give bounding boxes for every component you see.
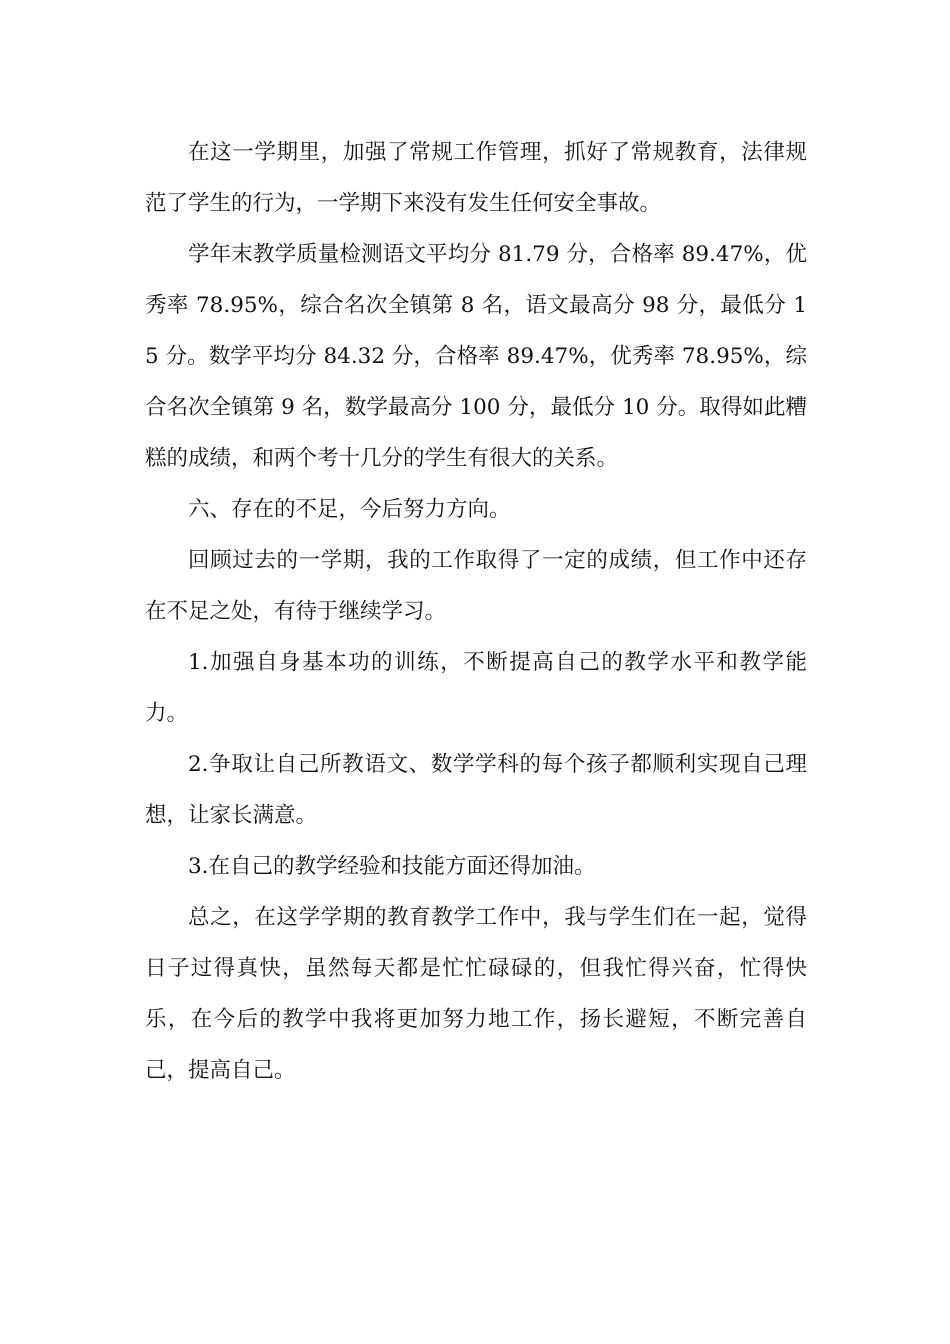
list-item-3: 3.在自己的教学经验和技能方面还得加油。 bbox=[188, 854, 596, 879]
paragraph-exam-results: 学年末教学质量检测语文平均分 81.79 分，合格率 89.47%，优秀率 78.95%，综合名次全镇第 8 名，语文最高分 98 分，最低分 15 分。数学平均分 84.32 分，合格率 89.47%，优秀率 78.95%，综合名次全镇第 9 名，数学最高分 100 分，最低分 10 分。取得如此糟糕的成绩，和两个考十几分的学生有很大的关系。 bbox=[145, 242, 807, 471]
paragraph-conclusion: 总之，在这学学期的教育教学工作中，我与学生们在一起，觉得日子过得真快，虽然每天都是忙忙碌碌的，但我忙得兴奋，忙得快乐，在今后的教学中我将更加努力地工作，扬长避短，不断完善自己，提高自己。 bbox=[145, 905, 807, 1083]
list-item-1: 1.加强自身基本功的训练，不断提高自己的教学水平和教学能力。 bbox=[145, 650, 807, 726]
section-heading-shortcomings: 六、存在的不足，今后努力方向。 bbox=[188, 497, 511, 522]
paragraph-safety-management: 在这一学期里，加强了常规工作管理，抓好了常规教育，法律规范了学生的行为，一学期下来没有发生任何安全事故。 bbox=[145, 140, 807, 216]
paragraph-review: 回顾过去的一学期，我的工作取得了一定的成绩，但工作中还存在不足之处，有待于继续学习。 bbox=[145, 548, 807, 624]
document-body bbox=[145, 127, 807, 1096]
list-item-2: 2.争取让自己所教语文、数学学科的每个孩子都顺利实现自己理想，让家长满意。 bbox=[145, 752, 807, 828]
